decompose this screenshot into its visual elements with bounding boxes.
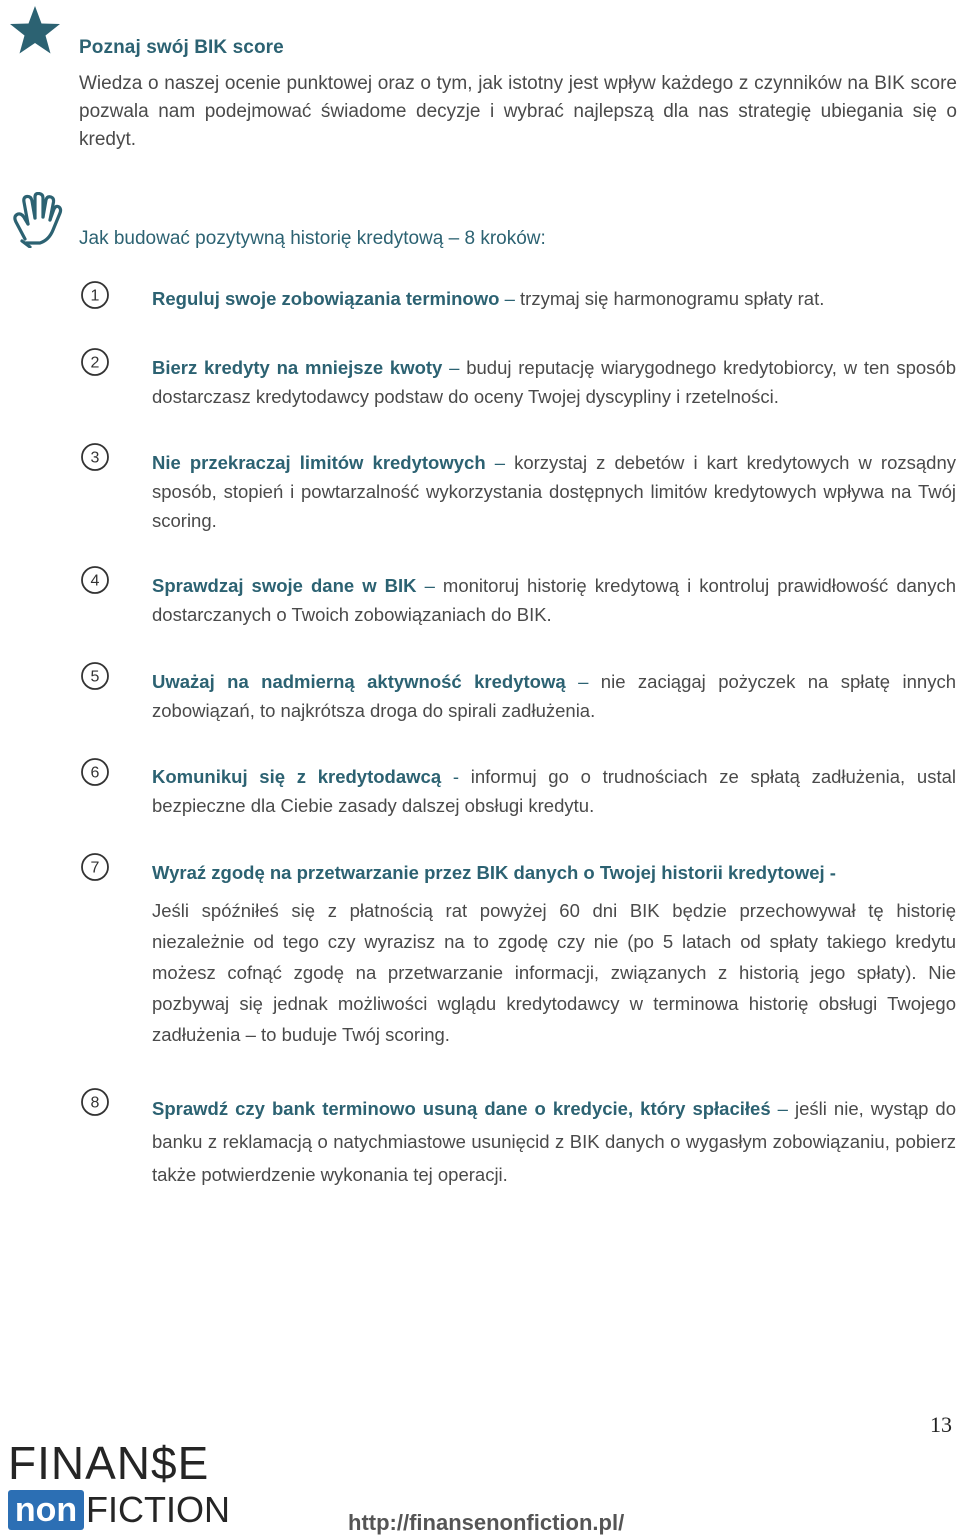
step-3-text: korzystaj z debetów i kart kredytowych w rozsądny sposób, stopień i powtarzalność wykorzystania dostępnych limitów kredytowych wpływa na Twój scoring. [152, 452, 956, 531]
page-title: Poznaj swój BIK score [79, 37, 284, 58]
step-5-number: 5 [90, 668, 100, 686]
step-2-text: buduj reputację wiarygodnego kredytobiorcy, w ten sposób dostarczasz kredytodawcy podstaw do oceny Twojej dyscypliny i rzetelności. [152, 357, 956, 407]
steps-heading: Jak budować pozytywną historię kredytową – 8 kroków: [79, 228, 546, 249]
step-2-title: Bierz kredyty na mniejsze kwoty [152, 357, 443, 378]
step-5-title: Uważaj na nadmierną aktywność kredytową [152, 671, 566, 692]
step-4-number-icon [80, 565, 110, 595]
step-4-number: 4 [90, 572, 100, 590]
step-6-number-icon [80, 757, 110, 787]
step-1-dash: – [499, 288, 521, 309]
step-2-number-icon [80, 347, 110, 377]
step-1-number-icon [80, 280, 110, 310]
step-6-title: Komunikuj się z kredytodawcą [152, 766, 442, 787]
step-3-dash: – [485, 452, 515, 473]
logo-fiction: FICTION [86, 1489, 230, 1530]
step-6-number: 6 [90, 764, 100, 782]
step-2-dash: – [442, 357, 467, 378]
website-link[interactable]: http://finansenonfiction.pl/ [348, 1510, 625, 1535]
step-3 [152, 448, 956, 535]
page-number: 13 [930, 1412, 952, 1437]
step-6-text: informuj go o trudnościach ze spłatą zadłużenia, ustal bezpieczne dla Ciebie zasady dalszej obsługi kredytu. [152, 766, 956, 816]
step-6-dash: - [441, 766, 471, 787]
logo-non-box [8, 1490, 84, 1530]
star-icon [8, 5, 62, 55]
step-3-number: 3 [90, 449, 100, 467]
step-7 [152, 858, 956, 1050]
step-7-title: Wyraź zgodę na przetwarzanie przez BIK danych o Twojej historii kredytowej - [152, 862, 836, 883]
step-8-number-icon [80, 1087, 110, 1117]
step-8 [152, 1092, 956, 1191]
logo-non: non [14, 1491, 78, 1529]
step-6 [152, 762, 956, 820]
step-2 [152, 353, 956, 411]
step-2-number: 2 [90, 354, 100, 372]
step-8-number: 8 [90, 1094, 100, 1112]
step-1-text: trzymaj się harmonogramu spłaty rat. [520, 288, 825, 309]
step-4-dash: – [416, 575, 443, 596]
step-5 [152, 667, 956, 725]
step-4-title: Sprawdzaj swoje dane w BIK [152, 575, 417, 596]
step-1-number: 1 [90, 287, 100, 305]
step-8-title: Sprawdź czy bank terminowo usuną dane o kredycie, który spłaciłeś [152, 1098, 771, 1119]
step-7-number-icon [80, 852, 110, 882]
step-1-title: Reguluj swoje zobowiązania terminowo [152, 288, 500, 309]
step-3-number-icon [80, 442, 110, 472]
step-5-dash: – [565, 671, 601, 692]
step-1 [152, 284, 956, 313]
step-7-text: Jeśli spóźniłeś się z płatnością rat powyżej 60 dni BIK będzie przechowywał tę historię niezależnie od tego czy wyrazisz na to zgodę czy nie (po 5 latach od spłaty takiego kredytu możesz cofnąć zgodę na przetwarzanie informacji, związanych z historią jego spłaty). Nie pozbywaj się jednak możliwości wglądu kredytodawcy w terminowa historię obsługi Twojego zadłużenia – to buduje Twój scoring. [152, 900, 956, 1045]
step-8-dash: – [770, 1098, 795, 1119]
step-5-number-icon [80, 661, 110, 691]
finanse-nonfiction-logo [8, 1437, 230, 1533]
logo-line1: FINAN$E [8, 1437, 210, 1489]
step-5-text: nie zaciągaj pożyczek na spłatę innych zobowiązań, to najkrótsza droga do spirali zadłużenia. [152, 671, 956, 721]
step-4 [152, 571, 956, 629]
step-4-text: monitoruj historię kredytową i kontroluj prawidłowość danych dostarczanych o Twoich zobowiązaniach do BIK. [152, 575, 956, 625]
hand-icon [8, 192, 63, 248]
step-7-number: 7 [90, 859, 100, 877]
step-3-title: Nie przekraczaj limitów kredytowych [152, 452, 486, 473]
step-8-text: jeśli nie, wystąp do banku z reklamacją o natychmiastowe usunięcid z BIK danych o wygasłym zobowiązaniu, pobierz także potwierdzenie wykonania tej operacji. [152, 1098, 956, 1185]
intro-paragraph: Wiedza o naszej ocenie punktowej oraz o tym, jak istotny jest wpływ każdego z czynników na BIK score pozwala nam podejmować świadome decyzje i wybrać najlepszą dla nas strategię ubiegania się o kredyt. [79, 73, 957, 150]
